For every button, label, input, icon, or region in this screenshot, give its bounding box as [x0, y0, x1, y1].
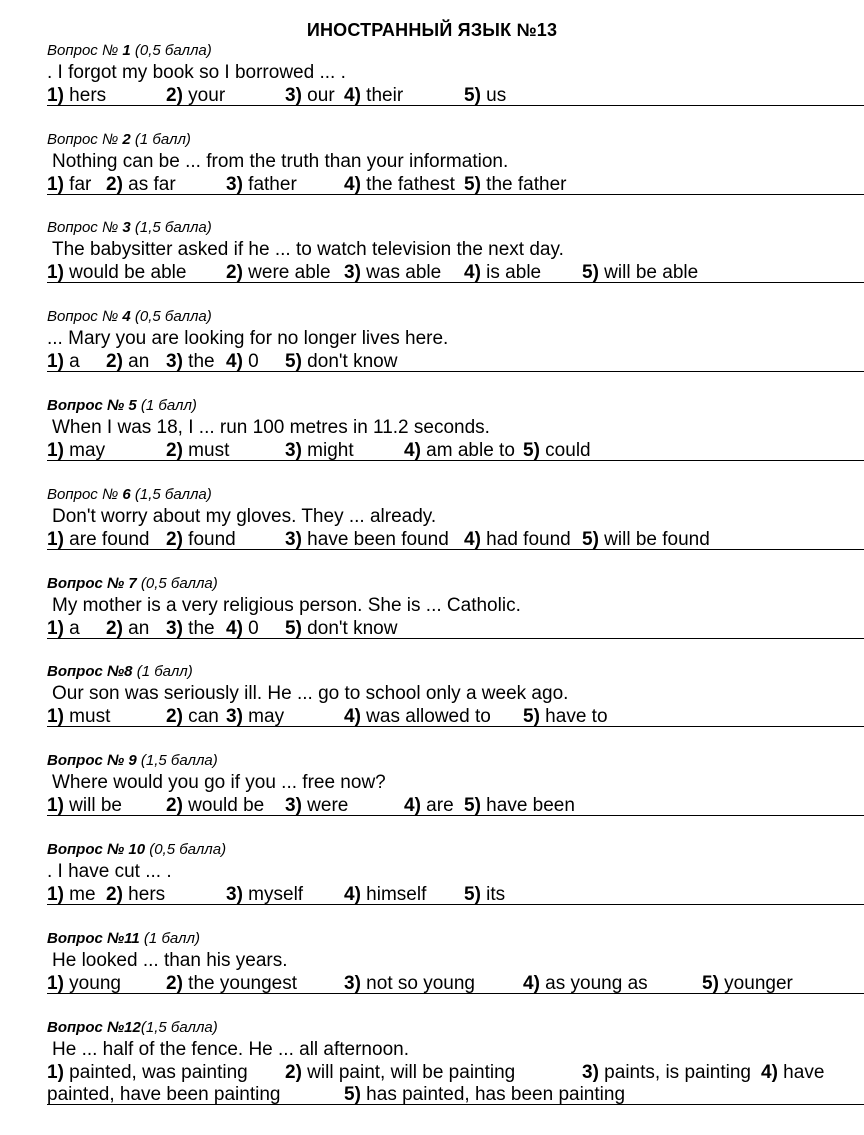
option-2: 2) can: [166, 706, 219, 727]
option-3: 3) the: [166, 618, 215, 639]
question-4: [0, 308, 864, 397]
option-5: 5) us: [464, 85, 507, 106]
option-4: 4) the fathest: [344, 174, 455, 195]
option-4: 4) their: [344, 85, 404, 106]
option-1: 1) me: [47, 884, 96, 905]
option-2: 2) would be: [166, 795, 265, 816]
option-3: 3) was able: [344, 262, 442, 283]
option-5: 5) its: [464, 884, 506, 905]
question-stem: He ... half of the fence. He ... all afternoon.: [52, 1039, 409, 1060]
question-9: [0, 752, 864, 841]
option-5: 5) have to: [523, 706, 608, 727]
question-label: Вопрос №12(1,5 балла): [47, 1019, 218, 1036]
option-2: 2) were able: [226, 262, 331, 283]
option-3: 3) paints, is painting: [582, 1062, 751, 1083]
question-label: Вопрос № 3 (1,5 балла): [47, 219, 212, 236]
option-5: 5) could: [523, 440, 591, 461]
option-4: 4) was allowed to: [344, 706, 491, 727]
option-3: 3) the: [166, 351, 215, 372]
option-4: 4) is able: [464, 262, 542, 283]
option-2: 2) found: [166, 529, 236, 550]
question-label: Вопрос № 6 (1,5 балла): [47, 486, 212, 503]
option-3: 3) not so young: [344, 973, 475, 994]
divider-line: [47, 549, 864, 550]
option-1: 1) would be able: [47, 262, 187, 283]
divider-line: [47, 460, 864, 461]
option-5: 5) has painted, has been painting: [344, 1084, 626, 1105]
question-5: [0, 397, 864, 486]
divider-line: [47, 993, 864, 994]
divider-line: [47, 282, 864, 283]
divider-line: [47, 105, 864, 106]
option-1: 1) hers: [47, 85, 107, 106]
option-3: 3) our: [285, 85, 335, 106]
option-1: 1) must: [47, 706, 111, 727]
option-1: 1) far: [47, 174, 92, 195]
option-1: 1) young: [47, 973, 121, 994]
option-2: 2) will paint, will be painting: [285, 1062, 516, 1083]
option-1: 1) will be: [47, 795, 122, 816]
option-3: 3) myself: [226, 884, 304, 905]
option-5: 5) the father: [464, 174, 567, 195]
question-label: Вопрос № 10 (0,5 балла): [47, 841, 227, 858]
question-stem: Nothing can be ... from the truth than your information.: [52, 151, 509, 172]
option-3: 3) might: [285, 440, 354, 461]
question-label: Вопрос № 5 (1 балл): [47, 397, 197, 414]
option-5: 5) don't know: [285, 351, 398, 372]
options-row: [0, 1062, 864, 1086]
question-stem: My mother is a very religious person. She is ... Catholic.: [52, 595, 521, 616]
question-10: [0, 841, 864, 930]
question-label: Вопрос №11 (1 балл): [47, 930, 200, 947]
option-2: 2) an: [106, 351, 150, 372]
question-stem: He looked ... than his years.: [52, 950, 288, 971]
option-1: 1) painted, was painting: [47, 1062, 248, 1083]
question-stem: When I was 18, I ... run 100 metres in 11.2 seconds.: [52, 417, 490, 438]
question-stem: . I have cut ... .: [47, 861, 172, 882]
option-3: 3) may: [226, 706, 285, 727]
option-2: 2) hers: [106, 884, 166, 905]
question-stem: . I forgot my book so I borrowed ... .: [47, 62, 346, 83]
option-4: 4) are: [404, 795, 454, 816]
question-label: Вопрос №8 (1 балл): [47, 663, 193, 680]
question-stem: The babysitter asked if he ... to watch television the next day.: [52, 239, 564, 260]
divider-line: [47, 638, 864, 639]
option-4: 4) had found: [464, 529, 571, 550]
option-3: 3) father: [226, 174, 297, 195]
divider-line: [47, 371, 864, 372]
option-3: 3) were: [285, 795, 349, 816]
option-4: 4) 0: [226, 351, 259, 372]
question-3: [0, 219, 864, 308]
question-stem: Don't worry about my gloves. They ... already.: [52, 506, 437, 527]
divider-line: [47, 904, 864, 905]
question-6: [0, 486, 864, 575]
option-3: 3) have been found: [285, 529, 449, 550]
option-1: 1) a: [47, 351, 80, 372]
question-8: [0, 663, 864, 752]
option-4-continued: painted, have been painting: [47, 1084, 281, 1105]
option-4: 4) am able to: [404, 440, 515, 461]
question-stem: ... Mary you are looking for no longer lives here.: [47, 328, 449, 349]
divider-line: [47, 726, 864, 727]
question-stem: Where would you go if you ... free now?: [52, 772, 386, 793]
question-1: [0, 42, 864, 131]
option-2: 2) your: [166, 85, 226, 106]
option-4: 4) himself: [344, 884, 427, 905]
option-4: 4) 0: [226, 618, 259, 639]
option-5: 5) younger: [702, 973, 793, 994]
option-5: 5) will be able: [582, 262, 699, 283]
option-2: 2) an: [106, 618, 150, 639]
option-5: 5) don't know: [285, 618, 398, 639]
option-1: 1) are found: [47, 529, 150, 550]
option-2: 2) the youngest: [166, 973, 297, 994]
question-12: [0, 1019, 864, 1129]
question-label: Вопрос № 4 (0,5 балла): [47, 308, 212, 325]
option-1: 1) may: [47, 440, 106, 461]
question-label: Вопрос № 1 (0,5 балла): [47, 42, 212, 59]
question-stem: Our son was seriously ill. He ... go to school only a week ago.: [52, 683, 569, 704]
divider-line: [47, 815, 864, 816]
page-title: ИНОСТРАННЫЙ ЯЗЫК №13: [306, 20, 558, 40]
question-label: Вопрос № 7 (0,5 балла): [47, 575, 218, 592]
question-label: Вопрос № 9 (1,5 балла): [47, 752, 218, 769]
option-4: 4) as young as: [523, 973, 648, 994]
option-4: 4) have: [761, 1062, 825, 1083]
option-2: 2) as far: [106, 174, 176, 195]
option-2: 2) must: [166, 440, 230, 461]
question-2: [0, 131, 864, 220]
question-7: [0, 575, 864, 664]
divider-line: [47, 194, 864, 195]
option-5: 5) have been: [464, 795, 575, 816]
question-11: [0, 930, 864, 1019]
option-5: 5) will be found: [582, 529, 710, 550]
question-label: Вопрос № 2 (1 балл): [47, 131, 191, 148]
option-1: 1) a: [47, 618, 80, 639]
divider-line: [47, 1104, 864, 1105]
